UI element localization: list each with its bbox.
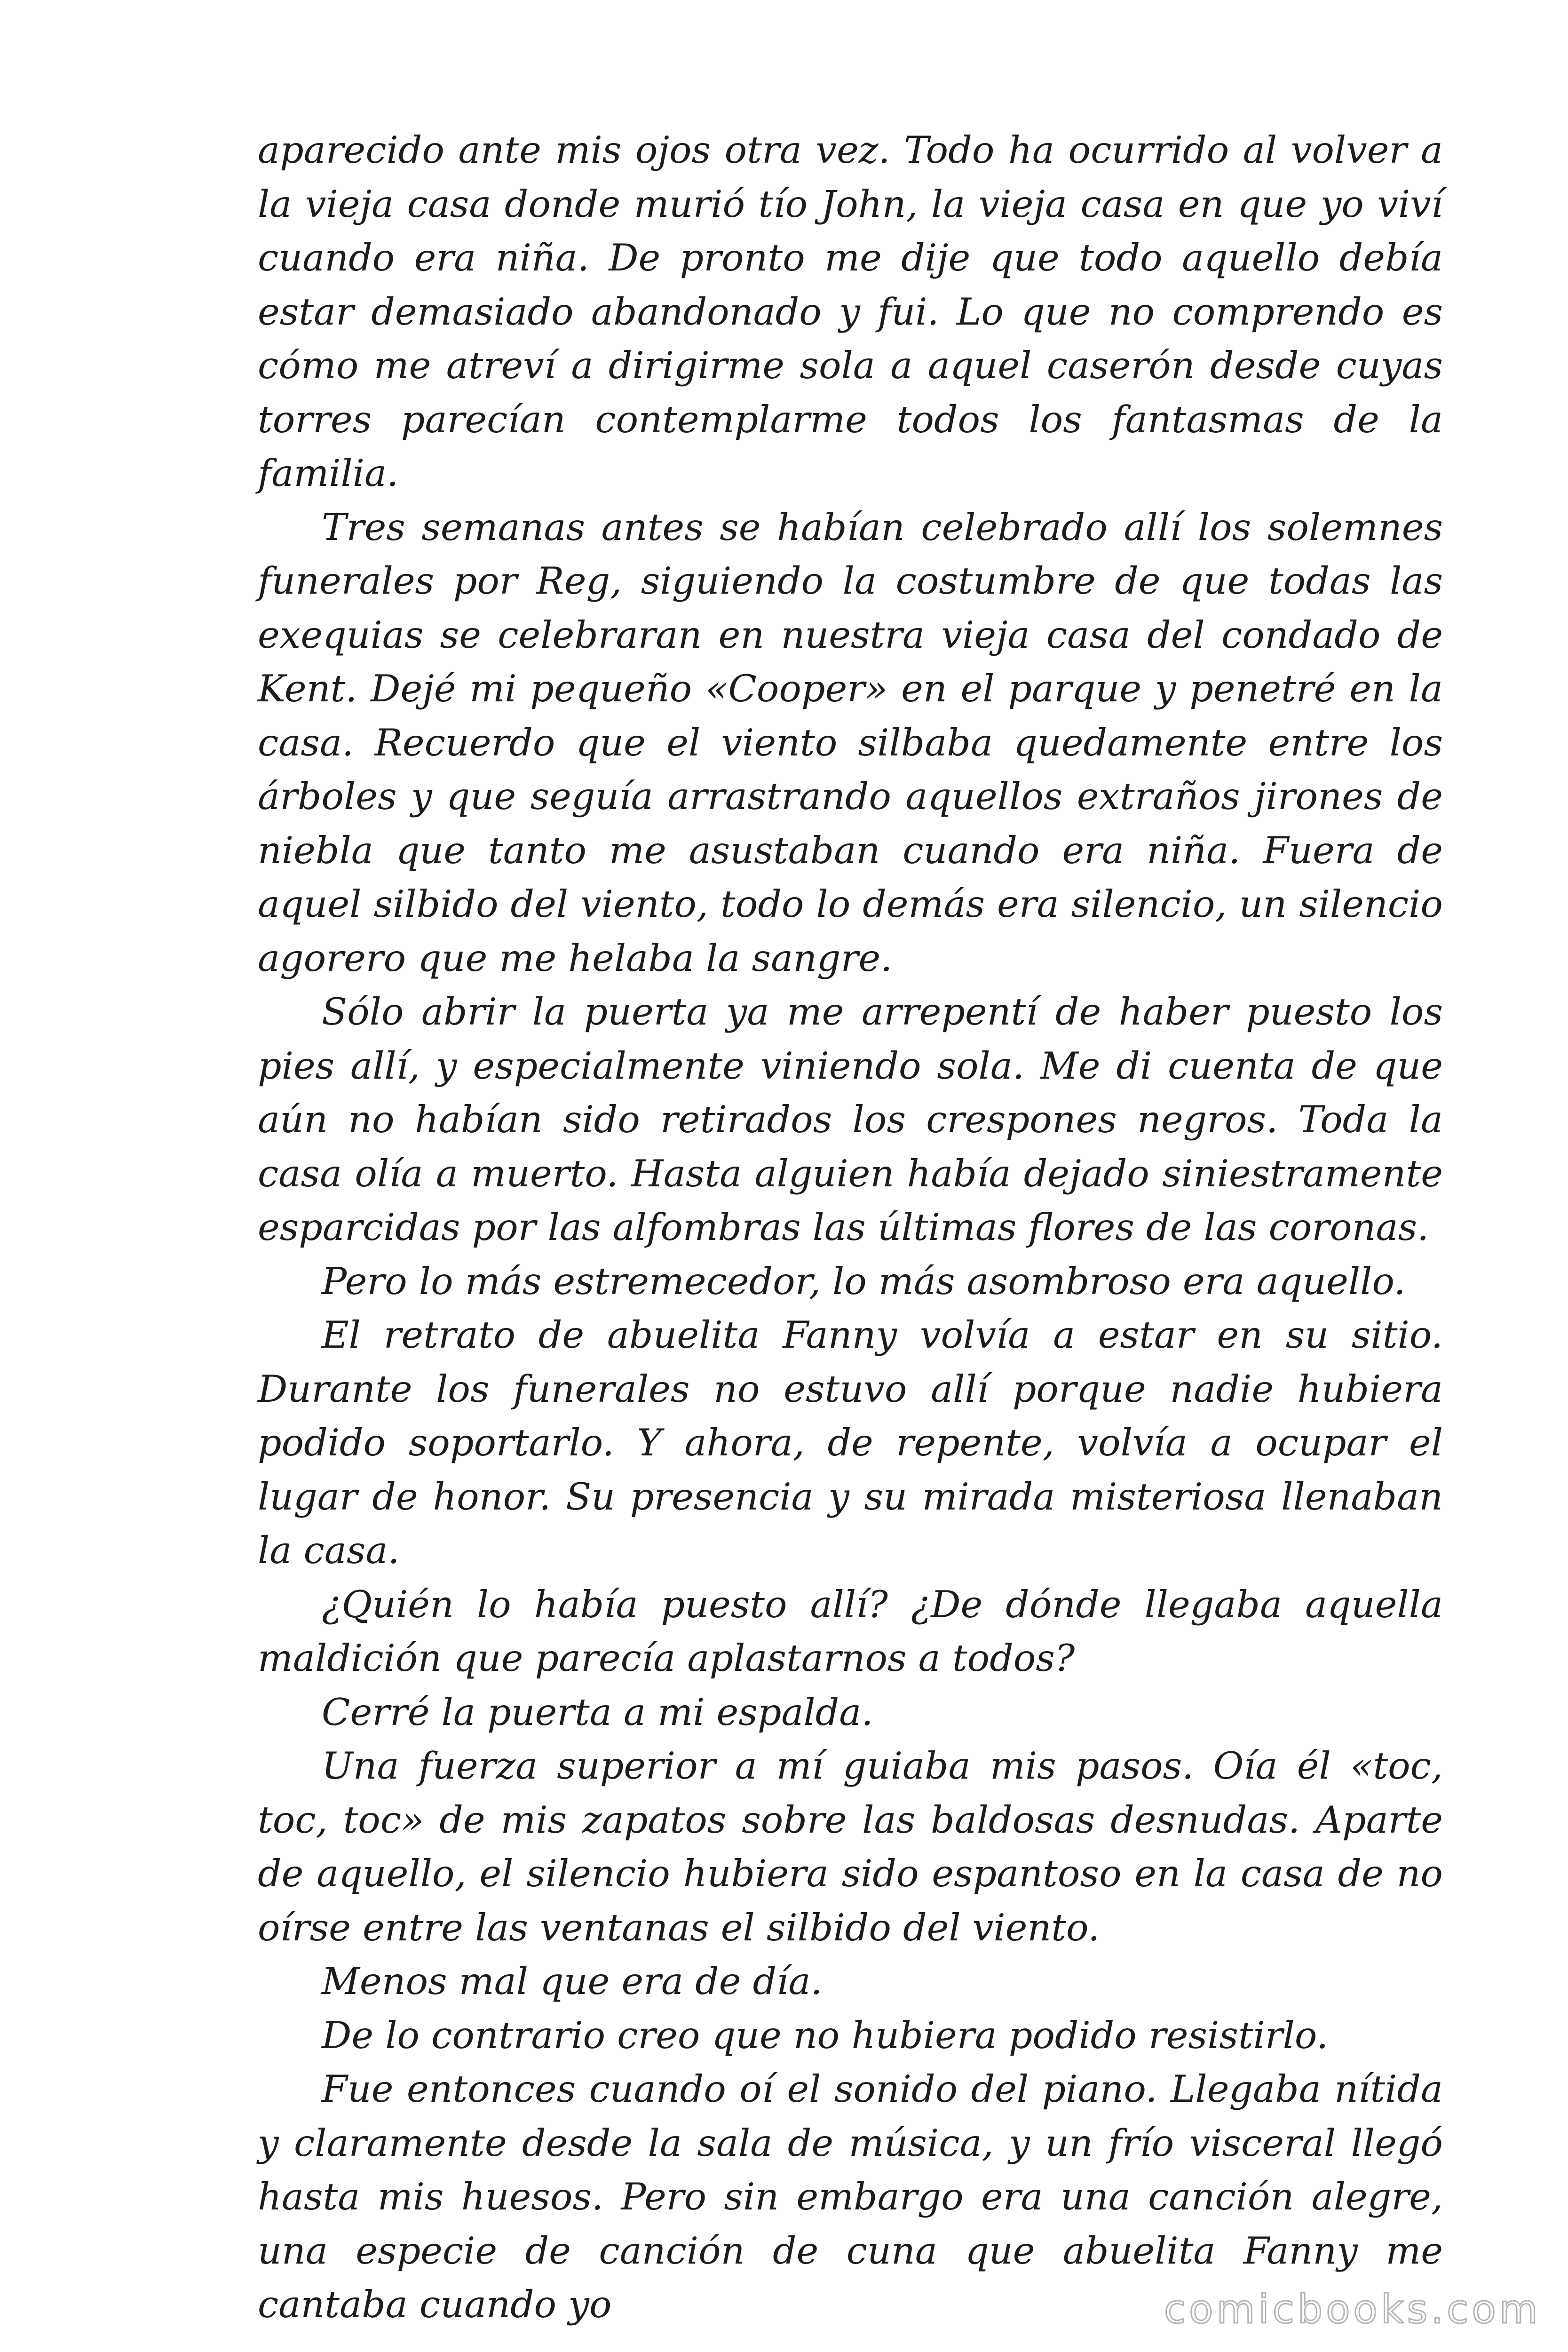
paragraph-2: Tres semanas antes se habían celebrado allí los solemnes funerales por Reg, siguiendo la costumbre de que todas las exequias se celebraran en nuestra vieja casa del condado de Kent. Dejé mi pequeño «Cooper» en el parque y penetré en la casa. Recuerdo que el viento silbaba quedamente entre los árboles y que seguía arrastrando aquellos extraños jirones de niebla que tanto me asustaban cuando era niña. Fuera de aquel silbido del viento, todo lo demás era silencio, un silencio agorero que me helaba la sangre. [258, 505, 1443, 980]
paragraph-8: Una fuerza superior a mí guiaba mis pasos. Oía él «toc, toc, toc» de mis zapatos sobre las baldosas desnudas. Aparte de aquello, el silencio hubiera sido espantoso en la casa de no oírse entre las ventanas el silbido del viento. [258, 1744, 1443, 1949]
paragraph-6: ¿Quién lo había puesto allí? ¿De dónde llegaba aquella maldición que parecía aplastarnos a todos? [258, 1582, 1443, 1680]
paragraph-11: Fue entonces cuando oí el sonido del piano. Llegaba nítida y claramente desde la sala de música, y un frío visceral llegó hasta mis huesos. Pero sin embargo era una canción alegre, una especie de canción de cuna que abuelita Fanny me cantaba cuando yo [258, 2067, 1443, 2326]
paragraph-1: aparecido ante mis ojos otra vez. Todo ha ocurrido al volver a la vieja casa donde murió tío John, la vieja casa en que yo viví cuando era niña. De pronto me dije que todo aquello debía estar demasiado abandonado y fui. Lo que no comprendo es cómo me atreví a dirigirme sola a aquel caserón desde cuyas torres parecían contemplarme todos los fantasmas de la familia. [258, 128, 1443, 495]
paragraph-5: El retrato de abuelita Fanny volvía a estar en su sitio. Durante los funerales no estuvo allí porque nadie hubiera podido soportarlo. Y ahora, de repente, volvía a ocupar el lugar de honor. Su presencia y su mirada misteriosa llenaban la casa. [258, 1313, 1443, 1572]
paragraph-7: Cerré la puerta a mi espalda. [322, 1690, 873, 1734]
paragraph-3: Sólo abrir la puerta ya me arrepentí de haber puesto los pies allí, y especialmente viniendo sola. Me di cuenta de que aún no habían sido retirados los crespones negros. Toda la casa olía a muerto. Hasta alguien había dejado siniestramente esparcidas por las alfombras las últimas flores de las coronas. [258, 990, 1443, 1249]
page-body-text [258, 123, 1443, 2332]
paragraph-4: Pero lo más estremecedor, lo más asombroso era aquello. [322, 1259, 1406, 1303]
paragraph-9: Menos mal que era de día. [322, 1960, 823, 2003]
watermark-text: comicbooks.com [1164, 2286, 1541, 2332]
paragraph-10: De lo contrario creo que no hubiera podido resistirlo. [322, 2013, 1329, 2057]
